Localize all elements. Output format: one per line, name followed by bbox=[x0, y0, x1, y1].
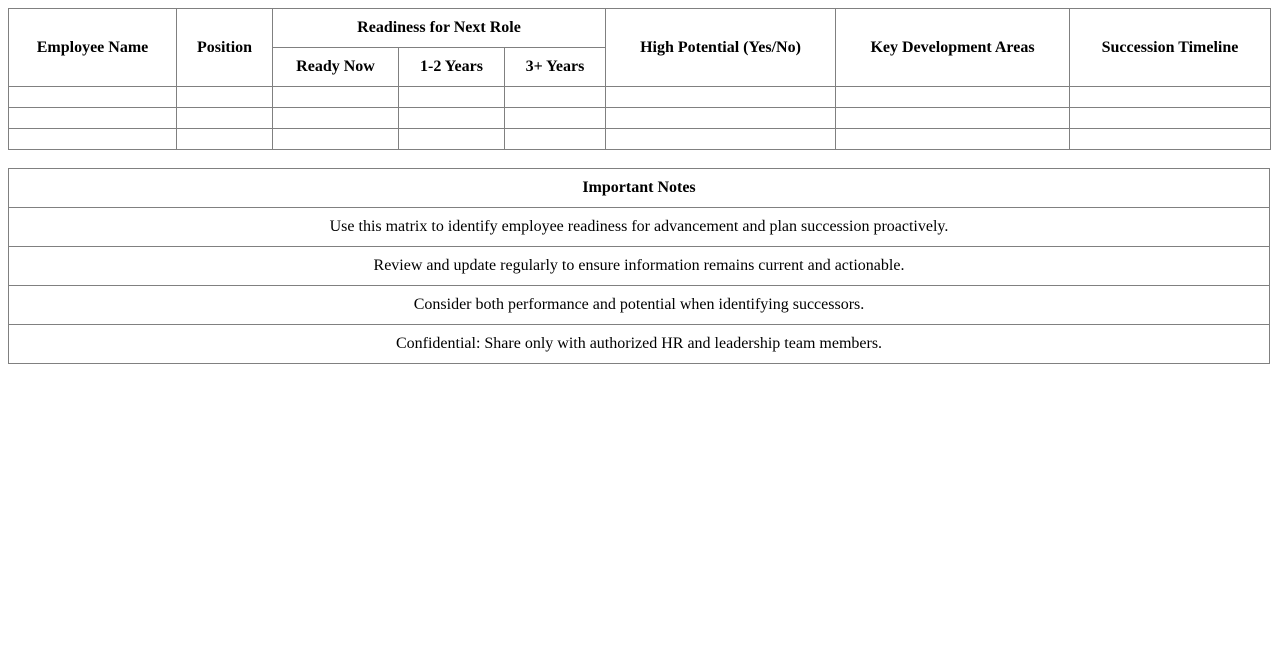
note-row bbox=[9, 325, 1270, 364]
cell-succession-timeline[interactable] bbox=[1070, 87, 1271, 108]
note-row bbox=[9, 247, 1270, 286]
cell-three-plus-years[interactable] bbox=[505, 87, 606, 108]
header-succession-timeline: Succession Timeline bbox=[1070, 9, 1271, 87]
header-ready-now: Ready Now bbox=[273, 48, 399, 87]
header-high-potential: High Potential (Yes/No) bbox=[606, 9, 836, 87]
table-row bbox=[9, 87, 1271, 108]
notes-title-row bbox=[9, 169, 1270, 208]
cell-ready-now[interactable] bbox=[273, 87, 399, 108]
cell-key-development-areas[interactable] bbox=[836, 108, 1070, 129]
notes-title: Important Notes bbox=[9, 169, 1270, 208]
note-item: Use this matrix to identify employee readiness for advancement and plan succession proactively. bbox=[9, 208, 1270, 247]
cell-position[interactable] bbox=[177, 87, 273, 108]
cell-ready-now[interactable] bbox=[273, 108, 399, 129]
cell-employee-name[interactable] bbox=[9, 129, 177, 150]
header-row-top bbox=[9, 9, 1271, 48]
cell-succession-timeline[interactable] bbox=[1070, 129, 1271, 150]
note-item: Confidential: Share only with authorized HR and leadership team members. bbox=[9, 325, 1270, 364]
header-employee-name: Employee Name bbox=[9, 9, 177, 87]
header-readiness-group: Readiness for Next Role bbox=[273, 9, 606, 48]
cell-succession-timeline[interactable] bbox=[1070, 108, 1271, 129]
cell-position[interactable] bbox=[177, 108, 273, 129]
note-item: Review and update regularly to ensure information remains current and actionable. bbox=[9, 247, 1270, 286]
note-item: Consider both performance and potential when identifying successors. bbox=[9, 286, 1270, 325]
cell-high-potential[interactable] bbox=[606, 129, 836, 150]
cell-employee-name[interactable] bbox=[9, 108, 177, 129]
cell-ready-now[interactable] bbox=[273, 129, 399, 150]
cell-one-two-years[interactable] bbox=[399, 129, 505, 150]
cell-one-two-years[interactable] bbox=[399, 87, 505, 108]
header-one-two-years: 1-2 Years bbox=[399, 48, 505, 87]
table-row bbox=[9, 108, 1271, 129]
header-three-plus-years: 3+ Years bbox=[505, 48, 606, 87]
note-row bbox=[9, 208, 1270, 247]
cell-key-development-areas[interactable] bbox=[836, 87, 1070, 108]
cell-three-plus-years[interactable] bbox=[505, 108, 606, 129]
important-notes-table bbox=[8, 168, 1270, 364]
table-row bbox=[9, 129, 1271, 150]
header-position: Position bbox=[177, 9, 273, 87]
header-key-development-areas: Key Development Areas bbox=[836, 9, 1070, 87]
cell-position[interactable] bbox=[177, 129, 273, 150]
cell-key-development-areas[interactable] bbox=[836, 129, 1070, 150]
cell-high-potential[interactable] bbox=[606, 87, 836, 108]
note-row bbox=[9, 286, 1270, 325]
cell-high-potential[interactable] bbox=[606, 108, 836, 129]
succession-matrix-table bbox=[8, 8, 1271, 150]
cell-one-two-years[interactable] bbox=[399, 108, 505, 129]
cell-three-plus-years[interactable] bbox=[505, 129, 606, 150]
cell-employee-name[interactable] bbox=[9, 87, 177, 108]
